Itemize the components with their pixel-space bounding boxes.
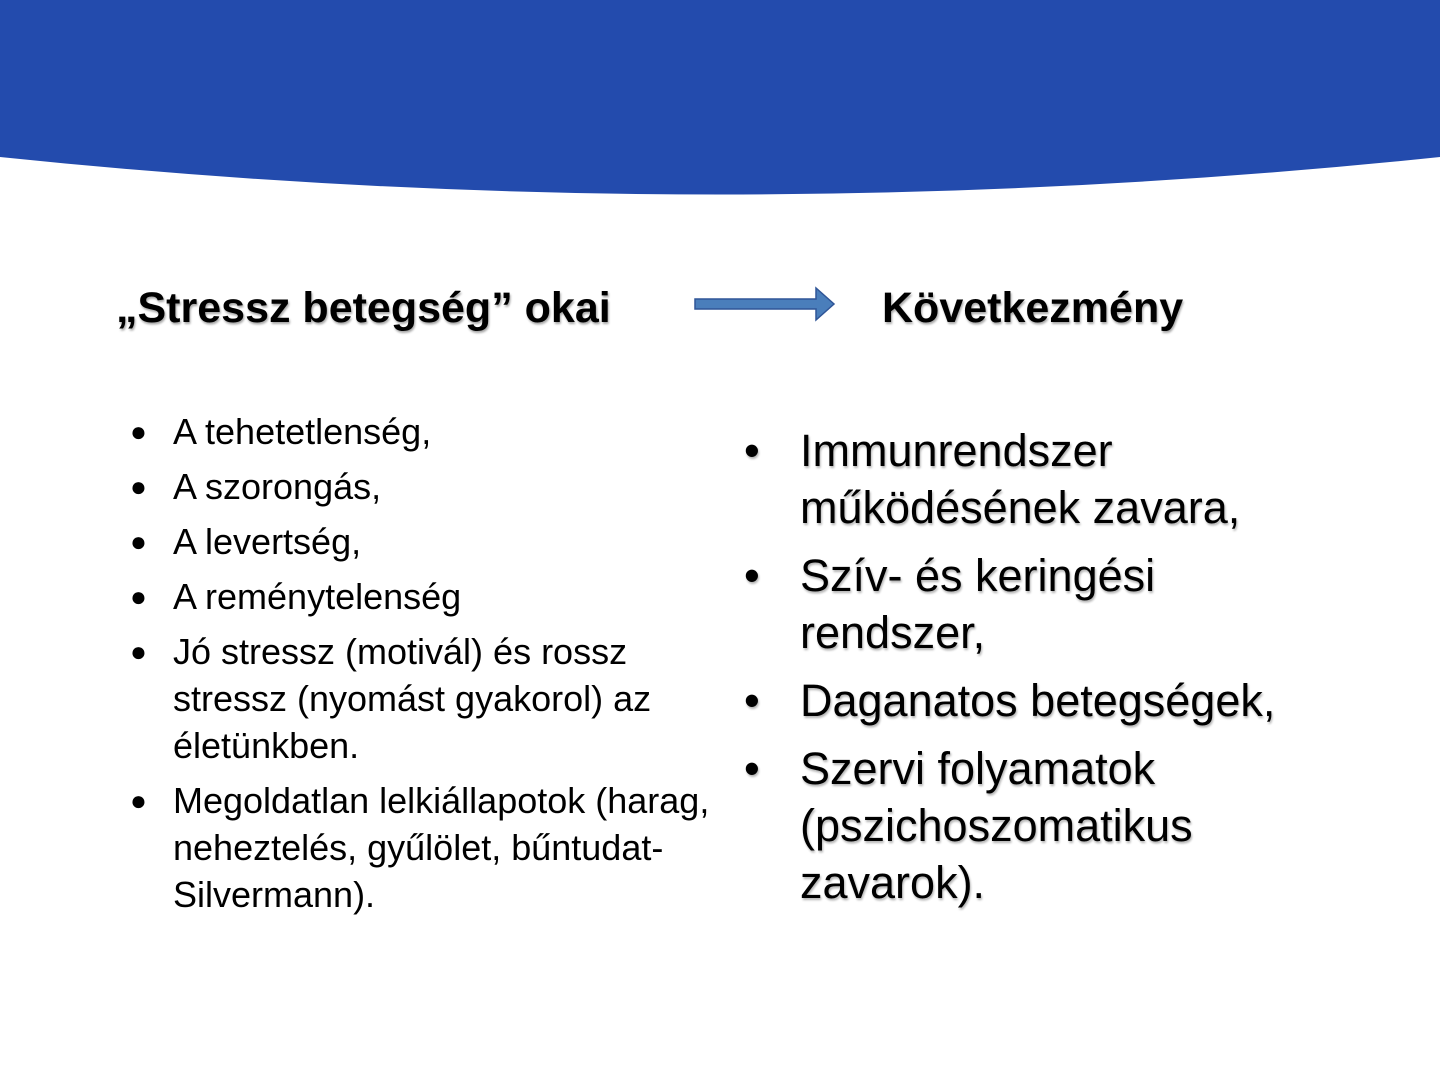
- causes-heading: „Stressz betegség” okai: [116, 284, 611, 332]
- list-item: [130, 408, 710, 455]
- list-item-text: Immunrendszer működésének zavara,: [800, 425, 1241, 533]
- list-item: [744, 547, 1344, 661]
- bullet-icon: ●: [130, 785, 147, 816]
- header-banner: [0, 0, 1440, 200]
- list-item-text: Szív- és keringési rendszer,: [800, 550, 1156, 658]
- consequences-heading: Következmény: [882, 284, 1184, 332]
- bullet-icon: ●: [130, 526, 147, 557]
- causes-list: [130, 408, 710, 926]
- list-item-text: A reménytelenség: [173, 576, 462, 617]
- list-item-text: A szorongás,: [173, 466, 382, 507]
- list-item-text: Megoldatlan lelkiállapotok (harag, neheztelés, gyűlölet, bűntudat- Silvermann).: [173, 780, 710, 915]
- bullet-icon: •: [744, 743, 760, 794]
- bullet-icon: ●: [130, 416, 147, 447]
- list-item: [744, 672, 1344, 729]
- list-item-text: A tehetetlenség,: [173, 411, 432, 452]
- bullet-icon: ●: [130, 581, 147, 612]
- list-item: [744, 740, 1344, 911]
- list-item: [130, 573, 710, 620]
- list-item: [130, 463, 710, 510]
- bullet-icon: ●: [130, 636, 147, 667]
- bullet-icon: •: [744, 425, 760, 476]
- list-item-text: Szervi folyamatok (pszichoszomatikus zavarok).: [800, 743, 1193, 908]
- list-item-text: A levertség,: [173, 521, 362, 562]
- list-item: [744, 422, 1344, 536]
- list-item-text: Daganatos betegségek,: [800, 675, 1276, 726]
- list-item: [130, 628, 710, 769]
- list-item: [130, 518, 710, 565]
- bullet-icon: ●: [130, 471, 147, 502]
- consequences-list: [744, 422, 1344, 922]
- bullet-icon: •: [744, 675, 760, 726]
- right-arrow-icon: [694, 286, 836, 322]
- bullet-icon: •: [744, 550, 760, 601]
- list-item: [130, 777, 710, 918]
- list-item-text: Jó stressz (motivál) és rossz stressz (nyomást gyakorol) az életünkben.: [173, 631, 652, 766]
